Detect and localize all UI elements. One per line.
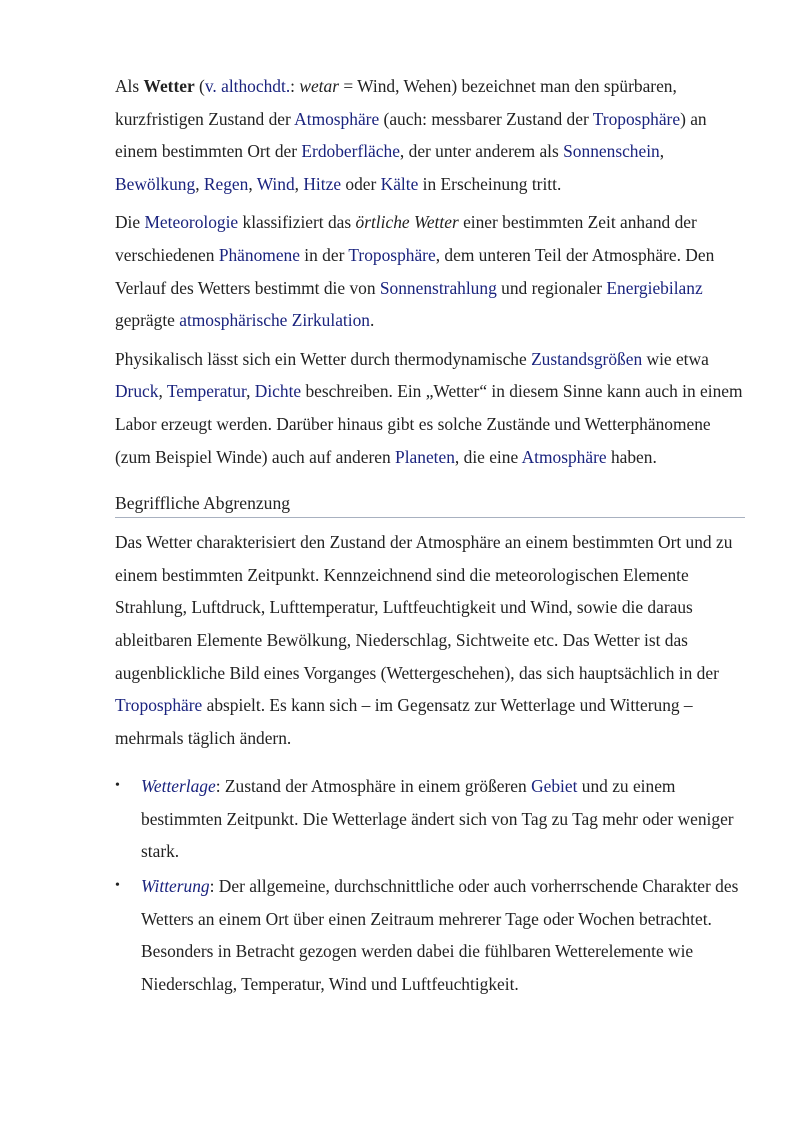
text: ( <box>194 76 205 96</box>
text: und zu einem bestimmten Zeitpunkt. Die Wetterlage ändert sich von Tag zu Tag mehr oder weniger stark. <box>141 776 734 862</box>
link-troposphaere[interactable]: Troposphäre <box>592 108 681 129</box>
link-zustandsgroessen[interactable]: Zustandsgrößen <box>531 348 643 369</box>
term-wetter: Wetter <box>143 76 195 96</box>
text: , <box>294 173 304 194</box>
text: = Wind, Wehen) bezeichnet man den spürbaren, kurzfristigen Zustand der <box>115 76 677 129</box>
list-item <box>115 770 745 868</box>
text: , <box>248 173 257 194</box>
text: einer bestimmten Zeit anhand der verschiedenen <box>115 212 697 265</box>
list-item <box>115 870 745 1000</box>
text: . <box>369 310 375 331</box>
link-hitze[interactable]: Hitze <box>303 173 342 194</box>
link-atmosphaere[interactable]: Atmosphäre <box>521 446 607 467</box>
text: : <box>290 76 300 96</box>
link-sonnenstrahlung[interactable]: Sonnenstrahlung <box>379 277 497 298</box>
text: klassifiziert das <box>238 212 356 233</box>
paragraph-intro <box>115 70 745 200</box>
link-kaelte[interactable]: Kälte <box>380 173 419 194</box>
text: geprägte <box>115 310 180 331</box>
link-wetterlage[interactable]: Wetterlage <box>141 776 216 797</box>
text: Die <box>115 212 145 233</box>
link-witterung[interactable]: Witterung <box>141 876 210 897</box>
text: haben. <box>606 446 657 467</box>
section-heading: Begriffliche Abgrenzung <box>115 491 745 518</box>
etymology-word: wetar <box>299 76 339 96</box>
text: , <box>246 381 255 402</box>
link-gebiet[interactable]: Gebiet <box>531 776 578 797</box>
text: (auch: messbarer Zustand der <box>379 108 593 129</box>
text: , der unter anderem als <box>399 141 564 162</box>
text: Das Wetter charakterisiert den Zustand der Atmosphäre an einem bestimmten Ort und zu einem bestimmten Zeitpunkt. Kennzeichnend sind die meteorologischen Elemente Strahlung, Luftdruck, Lufttemperatur, Luftfeuchtigkeit und Wind, sowie die daraus ableitbaren Elemente Bewölkung, Niederschlag, Sichtweite etc. Das Wetter ist das augenblickliche Bild eines Vorganges (Wettergeschehen), das sich hauptsächlich in der <box>115 532 733 683</box>
article-body <box>115 70 745 1002</box>
text: beschreiben. Ein „Wetter“ in diesem Sinne kann auch in einem Labor erzeugt werden. Darüber hinaus gibt es solche Zustände und Wetterphänomene (zum Beispiel Winde) auch auf anderen <box>115 381 743 467</box>
text: in Erscheinung tritt. <box>418 173 562 194</box>
paragraph-meteorologie <box>115 206 745 336</box>
link-abbreviation[interactable]: v. <box>204 76 217 96</box>
paragraph-abgrenzung <box>115 526 745 754</box>
link-dichte[interactable]: Dichte <box>254 381 302 402</box>
text: , <box>158 381 167 402</box>
link-atmosphaere[interactable]: Atmosphäre <box>294 108 380 129</box>
text: Als <box>115 76 144 96</box>
text: Physikalisch lässt sich ein Wetter durch thermodynamische <box>115 348 532 369</box>
link-erdoberflaeche[interactable]: Erdoberfläche <box>301 141 400 162</box>
text: , <box>195 173 204 194</box>
text: , dem unteren Teil der Atmosphäre. Den Verlauf des Wetters bestimmt die von <box>115 244 715 298</box>
link-althochdeutsch[interactable]: althochdt. <box>221 76 291 96</box>
link-wind[interactable]: Wind <box>256 173 295 194</box>
bullet: • <box>115 878 120 894</box>
link-druck[interactable]: Druck <box>115 381 159 402</box>
bullet: • <box>115 778 120 794</box>
definition-list <box>115 770 745 1000</box>
link-temperatur[interactable]: Temperatur <box>166 381 247 402</box>
link-troposphaere[interactable]: Troposphäre <box>348 244 436 265</box>
link-bewoelkung[interactable]: Bewölkung <box>115 173 196 194</box>
link-atmosphaerische-zirkulation[interactable]: atmosphärische Zirkulation <box>179 310 370 331</box>
text: , die eine <box>454 446 522 467</box>
paragraph-physikalisch <box>115 343 745 473</box>
text: : Der allgemeine, durchschnittliche oder auch vorherrschende Charakter des Wetters an einem Ort über einen Zeitraum mehrerer Tage oder Wochen betrachtet. Besonders in Betracht gezogen werden dabei die fühlbaren Wetterelemente wie Niederschlag, Temperatur, Wind und Luftfeuchtigkeit. <box>141 876 739 994</box>
text: und regionaler <box>496 277 607 298</box>
text: oder <box>341 173 381 194</box>
emphasis-oertliche-wetter: örtliche Wetter <box>355 212 459 233</box>
text: : Zustand der Atmosphäre in einem größeren <box>215 776 532 797</box>
text: abspielt. Es kann sich – im Gegensatz zur Wetterlage und Witterung – mehrmals täglich ändern. <box>115 695 693 748</box>
text: , <box>659 141 665 162</box>
text: ) an einem bestimmten Ort der <box>115 108 707 162</box>
link-energiebilanz[interactable]: Energiebilanz <box>606 277 703 298</box>
text: in der <box>299 244 349 265</box>
link-sonnenschein[interactable]: Sonnenschein <box>563 141 660 162</box>
link-meteorologie[interactable]: Meteorologie <box>144 212 239 233</box>
link-regen[interactable]: Regen <box>203 173 249 194</box>
text: wie etwa <box>642 348 709 369</box>
link-planeten[interactable]: Planeten <box>395 446 455 467</box>
link-phaenomene[interactable]: Phänomene <box>218 244 300 265</box>
link-troposphaere[interactable]: Troposphäre <box>115 695 203 716</box>
